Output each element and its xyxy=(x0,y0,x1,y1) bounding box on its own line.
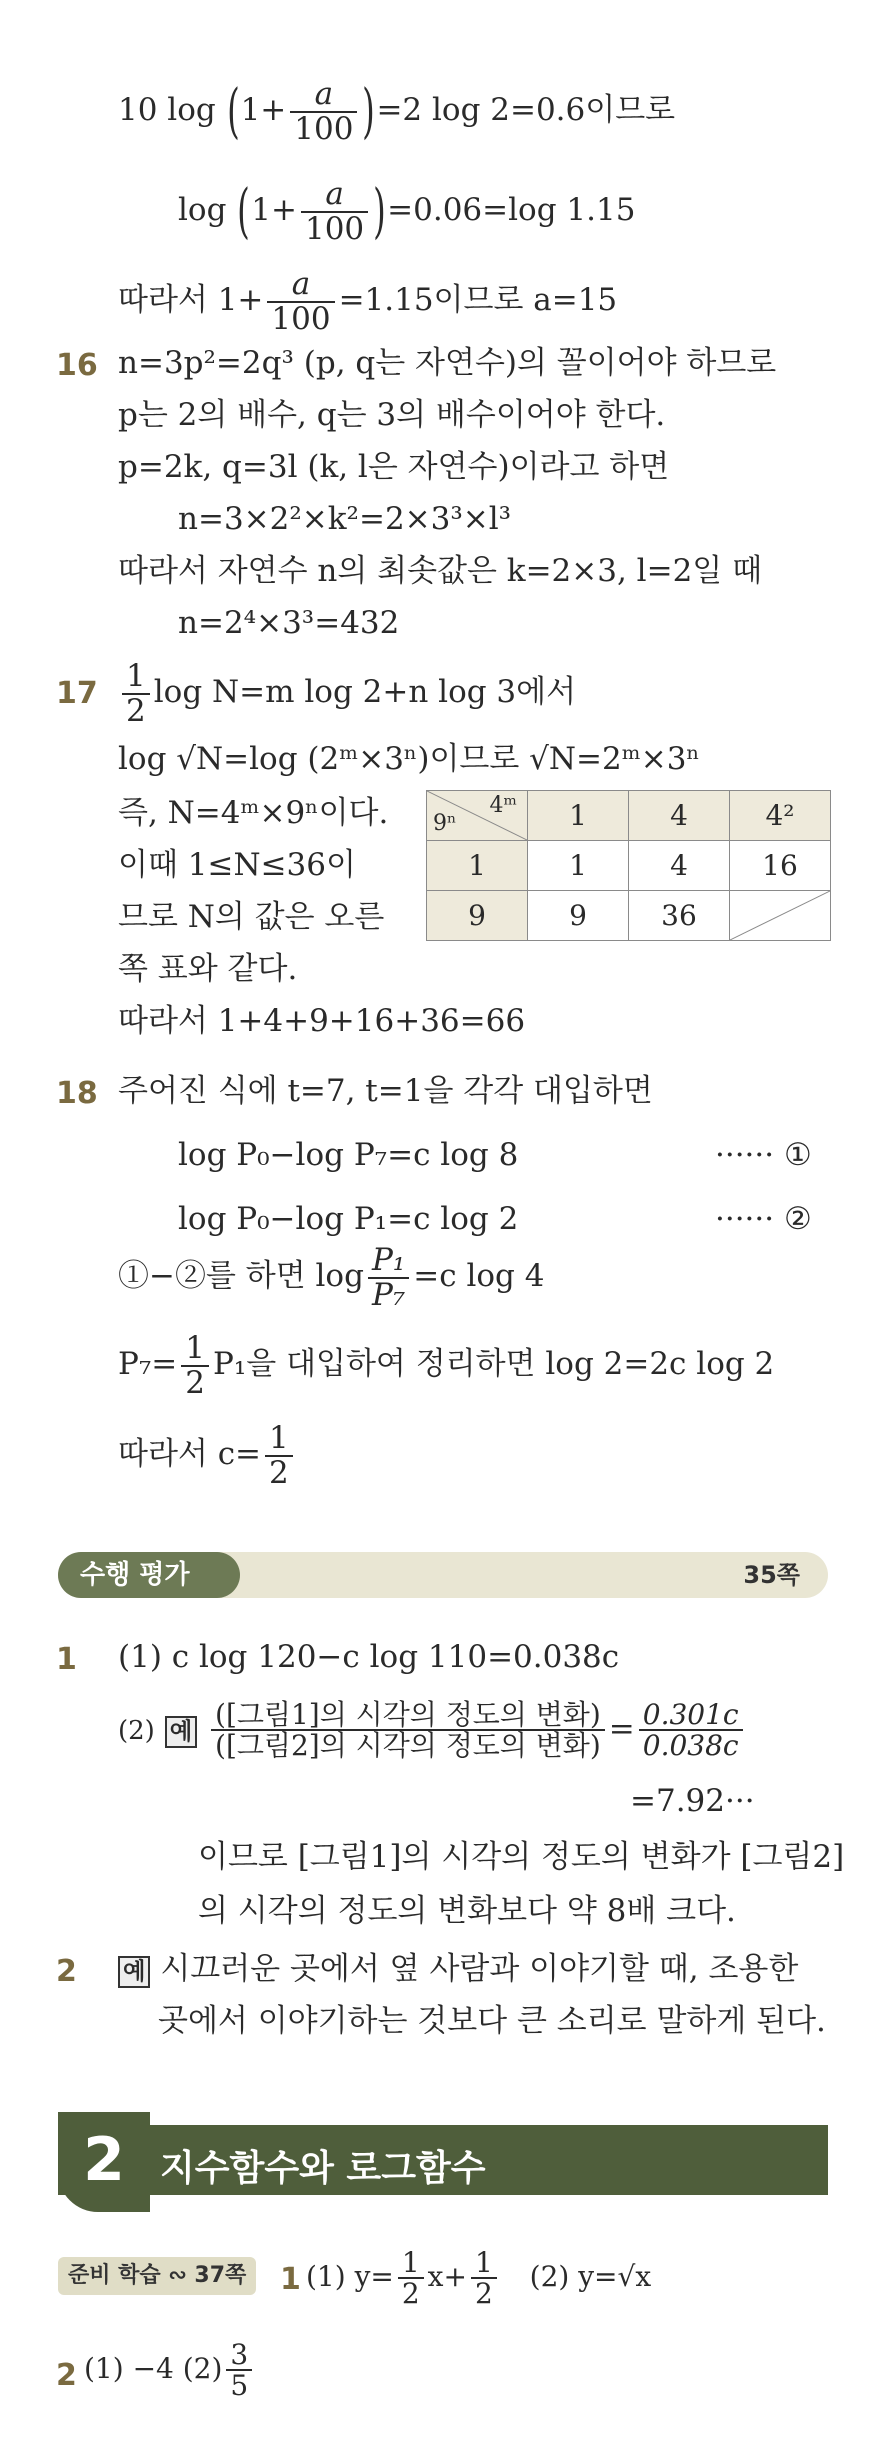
table-cell: 1 xyxy=(528,841,629,891)
example-mark: 예 xyxy=(165,1716,197,1748)
diagonal-line xyxy=(730,891,830,940)
problem-number: 18 xyxy=(56,1076,98,1111)
fraction: $\frac{\text{([그림1]의 시각의 정도의 변화)}}{\text{([그림2]의 시각의 정도의 변화)}}$ xyxy=(211,1700,605,1761)
p16-line-4: n=3×2²×k²=2×3³×l³ xyxy=(178,501,512,537)
table-row-label: 1 xyxy=(427,841,528,891)
table-row-label: 9 xyxy=(427,891,528,941)
problem-number: 1 xyxy=(56,1642,77,1677)
p16-line-6: n=2⁴×3³=432 xyxy=(178,605,400,641)
table-header-cell: 4² xyxy=(730,791,831,841)
table-corner-cell xyxy=(427,791,528,841)
table-cell: 4 xyxy=(629,841,730,891)
p18-mark-2: ······ ② xyxy=(715,1201,812,1237)
table-header-cell: 4 xyxy=(629,791,730,841)
p18-line-4: ①−②를 하면 log $\frac{\text{P₁}}{\text{P₇}}$ =c log 4 xyxy=(118,1242,545,1313)
table-empty-cell xyxy=(730,891,831,941)
fraction: $\frac{a}{100}$ xyxy=(301,178,368,245)
p17-line-4: 이때 1≤N≤36이 xyxy=(118,847,356,883)
top-line-3: 따라서 1+ $\frac{a}{100}$ =1.15이므로 a=15 xyxy=(118,266,618,337)
example-mark: 예 xyxy=(118,1956,150,1988)
problem-number: 2 xyxy=(56,1954,77,1989)
p18-line-6: 따라서 c= $\frac{1}{2}$ xyxy=(118,1422,297,1489)
p17-line-1: $\frac{1}{2}$ log N=m log 2+n log 3에서 xyxy=(118,660,576,727)
problem-number: 16 xyxy=(56,348,98,383)
p17-line-2: log √N=log (2ᵐ×3ⁿ)이므로 √N=2ᵐ×3ⁿ xyxy=(118,741,700,777)
p17-line-3: 즉, N=4ᵐ×9ⁿ이다. xyxy=(118,795,389,831)
fraction: $\frac{a}{100}$ xyxy=(290,78,357,145)
perf-q2-line-1: 예 시끄러운 곳에서 옆 사람과 이야기할 때, 조용한 xyxy=(118,1954,798,1988)
problem-number: 1 xyxy=(280,2262,301,2297)
table-cell: 9 xyxy=(528,891,629,941)
section-banner-label: 수행 평가 xyxy=(58,1552,240,1598)
p17-line-5: 므로 N의 값은 오른 xyxy=(118,899,385,935)
fraction: $\frac{a}{100}$ xyxy=(267,268,334,335)
table-cell: 16 xyxy=(730,841,831,891)
p17-line-7: 따라서 1+4+9+16+36=66 xyxy=(118,1003,526,1039)
perf-q1-line-5: 의 시각의 정도의 변화보다 약 8배 크다. xyxy=(198,1893,736,1929)
chapter-title: 지수함수와 로그함수 xyxy=(160,2148,486,2189)
p18-mark-1: ······ ① xyxy=(715,1137,812,1173)
perf-q1-line-2: (2) 예 $\frac{\text{([그림1]의 시각의 정도의 변화)}}{\text{([그림2]의 시각의 정도의 변화)}}$ = $\frac{0.301c}{0.038c}$ xyxy=(118,1700,747,1761)
p17-line-6: 쪽 표와 같다. xyxy=(118,951,298,987)
chapter-number: 2 xyxy=(58,2112,150,2212)
top-line-1: 10 log (1+ $\frac{a}{100}$ )=2 log 2=0.6이므로 xyxy=(118,76,676,147)
prep-q2-line: (1) −4 (2) $\frac{3}{5}$ xyxy=(84,2340,256,2401)
fraction: $\frac{\text{P₁}}{\text{P₇}}$ xyxy=(368,1244,409,1311)
p18-line-2: log P₀−log P₇=c log 8 xyxy=(178,1137,519,1173)
problem-number: 17 xyxy=(56,676,98,711)
p18-line-1: 주어진 식에 t=7, t=1을 각각 대입하면 xyxy=(118,1073,653,1109)
table-corner-bottom: 9ⁿ xyxy=(433,811,457,836)
top-line-2: log (1+ $\frac{a}{100}$ )=0.06=log 1.15 xyxy=(178,176,636,247)
p16-line-5: 따라서 자연수 n의 최솟값은 k=2×3, l=2일 때 xyxy=(118,553,763,589)
fraction: $\frac{1}{2}$ xyxy=(471,2248,497,2309)
p18-line-5: P₇= $\frac{1}{2}$ P₁을 대입하여 정리하면 log 2=2c log 2 xyxy=(118,1330,775,1401)
p16-line-2: p는 2의 배수, q는 3의 배수이어야 한다. xyxy=(118,397,666,433)
fraction: $\frac{3}{5}$ xyxy=(226,2340,252,2401)
p16-line-3: p=2k, q=3l (k, l은 자연수)이라고 하면 xyxy=(118,449,670,485)
fraction: $\frac{1}{2}$ xyxy=(181,1332,209,1399)
fraction: $\frac{1}{2}$ xyxy=(398,2248,424,2309)
section-banner-page: 35쪽 xyxy=(743,1561,800,1589)
fraction: $\frac{1}{2}$ xyxy=(122,660,150,727)
p18-line-3: log P₀−log P₁=c log 2 xyxy=(178,1201,519,1237)
fraction: $\frac{1}{2}$ xyxy=(265,1422,293,1489)
values-table xyxy=(426,790,831,941)
perf-q1-line-1: (1) c log 120−c log 110=0.038c xyxy=(118,1639,620,1675)
prep-q1-line: (1) y= $\frac{1}{2}$ x+ $\frac{1}{2}$ (2) y=√x xyxy=(306,2246,652,2311)
problem-number: 2 xyxy=(56,2358,77,2393)
fraction: $\frac{0.301c}{0.038c}$ xyxy=(639,1700,743,1761)
perf-q1-line-3: =7.92··· xyxy=(630,1783,755,1819)
perf-q2-line-2: 곳에서 이야기하는 것보다 큰 소리로 말하게 된다. xyxy=(158,2003,826,2039)
p16-line-1: n=3p²=2q³ (p, q는 자연수)의 꼴이어야 하므로 xyxy=(118,345,777,381)
perf-q1-line-4: 이므로 [그림1]의 시각의 정도의 변화가 [그림2] xyxy=(198,1839,845,1875)
table-corner-top: 4ᵐ xyxy=(489,793,517,818)
prep-label: 준비 학습 ∾ 37쪽 xyxy=(58,2257,256,2295)
section-banner xyxy=(58,1552,828,1598)
table-cell: 36 xyxy=(629,891,730,941)
table-header-cell: 1 xyxy=(528,791,629,841)
